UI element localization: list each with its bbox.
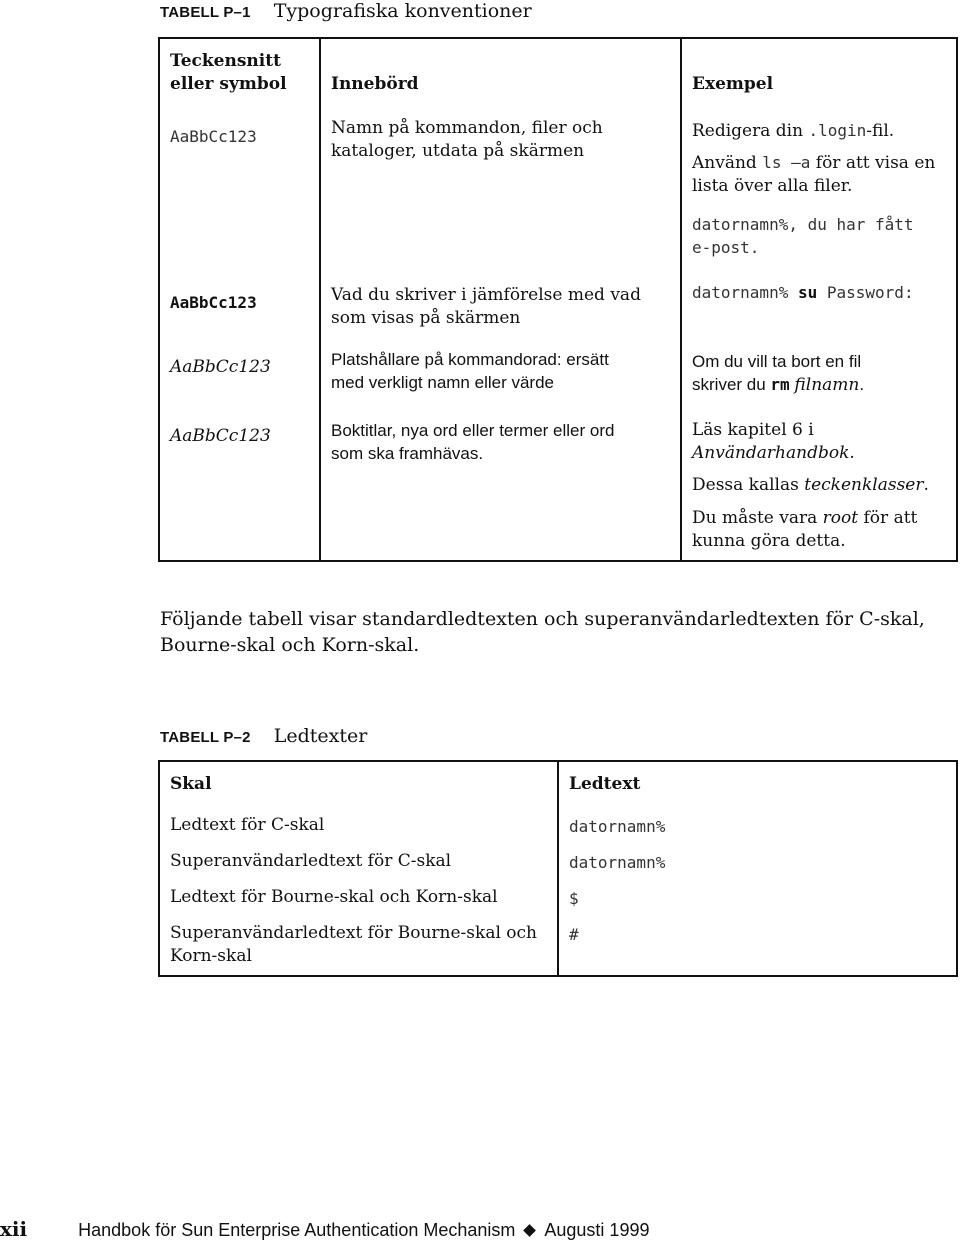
intro-paragraph [160,606,925,658]
row1-meaning [331,117,603,163]
row1-ex1-code: .login [808,121,867,140]
paragraph-line2: Bourne-skal och Korn-skal. [160,634,420,656]
row1-ex2-text: Använd [692,153,763,173]
row2-meaning-line2: som visas på skärmen [331,308,521,328]
row1-ex1-suffix: -fil. [866,121,895,141]
row1-ex1-text: Redigera din [692,121,809,141]
table1-header-example: Exempel [692,74,774,94]
row3-ex-text: skriver du [692,375,771,394]
table2-row2-prompt: datornamn% [569,853,666,872]
row2-meaning [331,284,641,330]
row1-ex2-line2: lista över alla filer. [692,176,853,196]
row4-ex1-line1: Läs kapitel 6 i [692,420,814,440]
row3-ex-line1: Om du vill ta bort en fil [692,352,862,371]
table2-label: TABELL P–2 [160,729,251,746]
table2-row3-prompt: $ [569,889,579,908]
table2-row4-shell-line1: Superanvändarledtext för Bourne-skal och [170,923,537,943]
row3-meaning-line1: Platshållare på kommandorad: ersätt [331,350,609,369]
page-footer [0,1217,649,1241]
table2-row4-shell-line2: Korn-skal [170,946,252,966]
row4-ex2-text: Dessa kallas [692,475,805,495]
table2-row1-shell: Ledtext för C-skal [170,815,325,835]
row3-meaning-line2: med verkligt namn eller värde [331,373,554,392]
table1-caption [160,0,532,22]
row1-ex2-code: ls –a [762,153,811,172]
row4-example-2 [692,474,929,497]
row1-example-3 [692,213,914,259]
row2-example [692,281,914,304]
row3-meaning [331,348,609,394]
header-font-line1: Teckensnitt [170,51,281,71]
table1-divider-1 [319,37,321,562]
row4-ex3-text: Du måste vara [692,508,823,528]
row2-ex-output: Password: [826,283,914,302]
table2-header-prompt: Ledtext [569,774,641,794]
row4-meaning [331,419,614,465]
row4-ex3-line2: kunna göra detta. [692,531,846,551]
table1-title: Typografiska konventioner [273,0,532,22]
row3-ex-command: rm [770,375,790,394]
row3-example [692,350,864,397]
row2-ex-command: su [797,283,818,302]
row1-meaning-line2: kataloger, utdata på skärmen [331,141,585,161]
table2-row4-prompt: # [569,925,579,944]
header-font-line2: eller symbol [170,74,287,94]
row4-ex1-book-title: Användarhandbok. [692,443,855,463]
row2-font-sample: AaBbCc123 [170,293,257,312]
table1-divider-2 [680,37,682,562]
row1-example-2 [692,151,935,198]
row3-ex-end: . [859,375,865,394]
table2-title: Ledtexter [273,725,368,747]
row4-ex2-end: . [923,475,929,495]
table2-row4-shell [170,922,537,968]
row1-ex3-line1: datornamn%, du har fått [692,215,914,234]
book-title: Handbok för Sun Enterprise Authentication Mechanism [78,1220,516,1240]
paragraph-line1: Följande tabell visar standardledtexten och superanvändarledtexten för C-skal, [160,608,925,630]
row4-ex3-suffix: för att [858,508,918,528]
row1-ex2-suffix: för att visa en [810,153,936,173]
row2-ex-prompt: datornamn% [692,283,789,302]
page-number: xii [0,1217,28,1241]
table2-divider [557,760,559,977]
table1-header-font [170,50,287,96]
row1-meaning-line1: Namn på kommandon, filer och [331,118,603,138]
row1-example-1 [692,119,894,143]
row4-meaning-line2: som ska framhävas. [331,444,484,463]
row1-ex3-line2: e-post. [692,238,760,257]
row1-font-sample: AaBbCc123 [170,127,257,146]
row2-meaning-line1: Vad du skriver i jämförelse med vad [331,285,641,305]
row4-meaning-line1: Boktitlar, nya ord eller termer eller ord [331,421,615,440]
table2-row3-shell: Ledtext för Bourne-skal och Korn-skal [170,887,498,907]
table2-row1-prompt: datornamn% [569,817,666,836]
row4-ex2-term: teckenklasser [804,475,924,495]
row4-ex3-emphasis: root [822,508,859,528]
row4-example-1 [692,419,855,465]
table1-label: TABELL P–1 [160,4,251,21]
diamond-icon [524,1224,537,1237]
row4-font-sample: AaBbCc123 [170,426,271,446]
table2-row2-shell: Superanvändarledtext för C-skal [170,851,452,871]
table1-header-meaning: Innebörd [331,74,419,94]
table2-caption [160,725,367,747]
footer-date: Augusti 1999 [544,1220,650,1240]
row4-example-3 [692,507,917,553]
row3-ex-placeholder: filnamn [794,375,860,395]
row3-font-sample: AaBbCc123 [170,357,271,377]
table2-header-shell: Skal [170,774,212,794]
